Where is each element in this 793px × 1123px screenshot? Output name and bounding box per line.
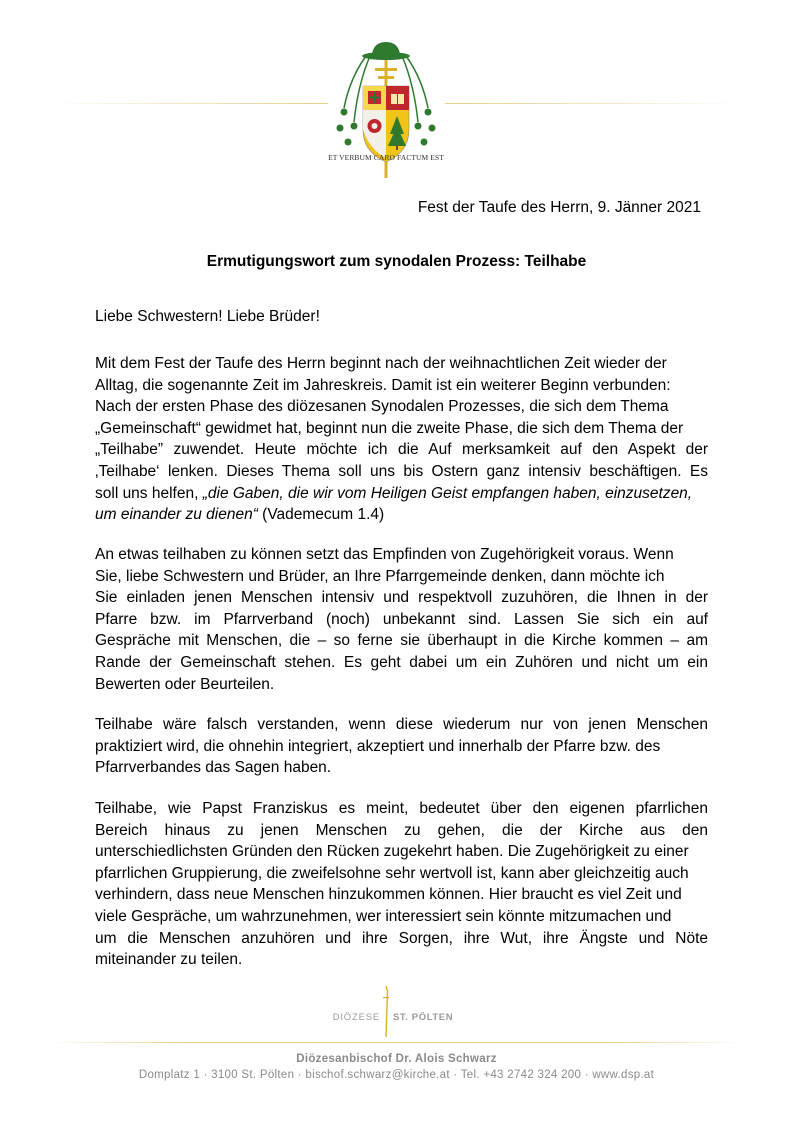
paragraph-3	[95, 714, 708, 779]
coat-of-arms-motto: ET VERBUM CARO FACTUM EST	[328, 153, 444, 162]
footer-address: Domplatz 1 · 3100 St. Pölten · bischof.schwarz@kirche.at · Tel. +43 2742 324 200 · www.dsp.at	[138, 1069, 655, 1081]
diocese-logo	[330, 983, 470, 1043]
text-line: Bewerten oder Beurteilen.	[95, 675, 275, 693]
text-line: Sie einladen jenen Menschen intensiv und respektvoll zuzuhören, die Ihnen in der	[95, 589, 708, 607]
text-fragment: soll uns helfen,	[95, 484, 203, 502]
text-line: „Gemeinschaft“ gewidmet hat, beginnt nun die zweite Phase, die sich dem Thema der	[95, 419, 684, 437]
text-line: ‚Teilhabe‘ lenken. Dieses Thema soll uns bis Ostern ganz intensiv beschäftigen. Es	[95, 462, 708, 480]
text-line: Sie, liebe Schwestern und Brüder, an Ihre Pfarrgemeinde denken, dann möchte ich	[95, 567, 665, 585]
text-line: Pfarre bzw. im Pfarrverband (noch) unbekannt sind. Lassen Sie sich ein auf	[95, 610, 708, 628]
text-line: Mit dem Fest der Taufe des Herrn beginnt nach der weihnachtlichen Zeit wieder der	[95, 355, 667, 372]
text-line: Rande der Gemeinschaft stehen. Es geht dabei um ein Zuhören und nicht um ein	[95, 653, 708, 671]
letter-greeting: Liebe Schwestern! Liebe Brüder!	[95, 308, 320, 325]
header-rule-left	[48, 103, 328, 104]
text-line: Pfarrverbandes das Sagen haben.	[95, 759, 332, 777]
paragraph-1	[95, 353, 708, 526]
logo-text-right: ST. PÖLTEN	[393, 1012, 454, 1023]
text-line: Bereich hinaus zu jenen Menschen zu gehen, die der Kirche aus den	[95, 821, 708, 839]
text-line: viele Gespräche, um wahrzunehmen, wer interessiert sein könnte mitzumachen und	[95, 907, 672, 925]
text-line: Nach der ersten Phase des diözesanen Synodalen Prozesses, die sich dem Thema	[95, 398, 669, 416]
citation: (Vademecum 1.4)	[257, 506, 385, 524]
text-line: An etwas teilhaben zu können setzt das Empfinden von Zugehörigkeit voraus. Wenn	[95, 546, 674, 563]
logo-text-left: DIÖZESE	[332, 1012, 380, 1023]
header-rule-right	[445, 103, 745, 104]
text-line: pfarrlichen Gruppierung, die zweifelsohne sehr wertvoll ist, kann aber gleichzeitig auch	[95, 864, 689, 882]
text-line: verhindern, dass neue Menschen hinzukommen können. Hier braucht es viel Zeit und	[95, 886, 682, 904]
text-line: Gespräche mit Menschen, die – so ferne sie überhaupt in die Kirche kommen – am	[95, 632, 708, 650]
text-line: praktiziert wird, die ohnehin integriert, akzeptiert und innerhalb der Pfarre bzw. des	[95, 737, 661, 755]
letter-date: Fest der Taufe des Herrn, 9. Jänner 2021	[417, 199, 701, 216]
footer-sender-name: Diözesanbischof Dr. Alois Schwarz	[296, 1053, 497, 1065]
text-line: Teilhabe wäre falsch verstanden, wenn diese wiederum nur von jenen Menschen	[95, 716, 708, 733]
letter-title: Ermutigungswort zum synodalen Prozess: Teilhabe	[206, 253, 587, 270]
text-line: unterschiedlichsten Gründen den Rücken zugekehrt haben. Die Zugehörigkeit zu einer	[95, 843, 689, 861]
quote-text: „die Gaben, die wir vom Heiligen Geist empfangen haben, einzusetzen,	[202, 484, 693, 502]
text-line: miteinander zu teilen.	[95, 951, 243, 969]
paragraph-4	[95, 798, 708, 971]
text-line: um die Menschen anzuhören und ihre Sorgen, ihre Wut, ihre Ängste und Nöte	[95, 929, 708, 947]
text-line: Alltag, die sogenannte Zeit im Jahreskreis. Damit ist ein weiterer Beginn verbunden:	[95, 376, 671, 394]
text-line: „Teilhabe” zuwendet. Heute möchte ich die Auf merksamkeit auf den Aspekt der	[95, 441, 708, 459]
paragraph-2	[95, 544, 708, 695]
text-line	[95, 483, 708, 505]
text-line: Teilhabe, wie Papst Franziskus es meint, bedeutet über den eigenen pfarrlichen	[95, 800, 708, 817]
text-line	[95, 504, 708, 526]
quote-text: um einander zu dienen“	[95, 506, 258, 524]
